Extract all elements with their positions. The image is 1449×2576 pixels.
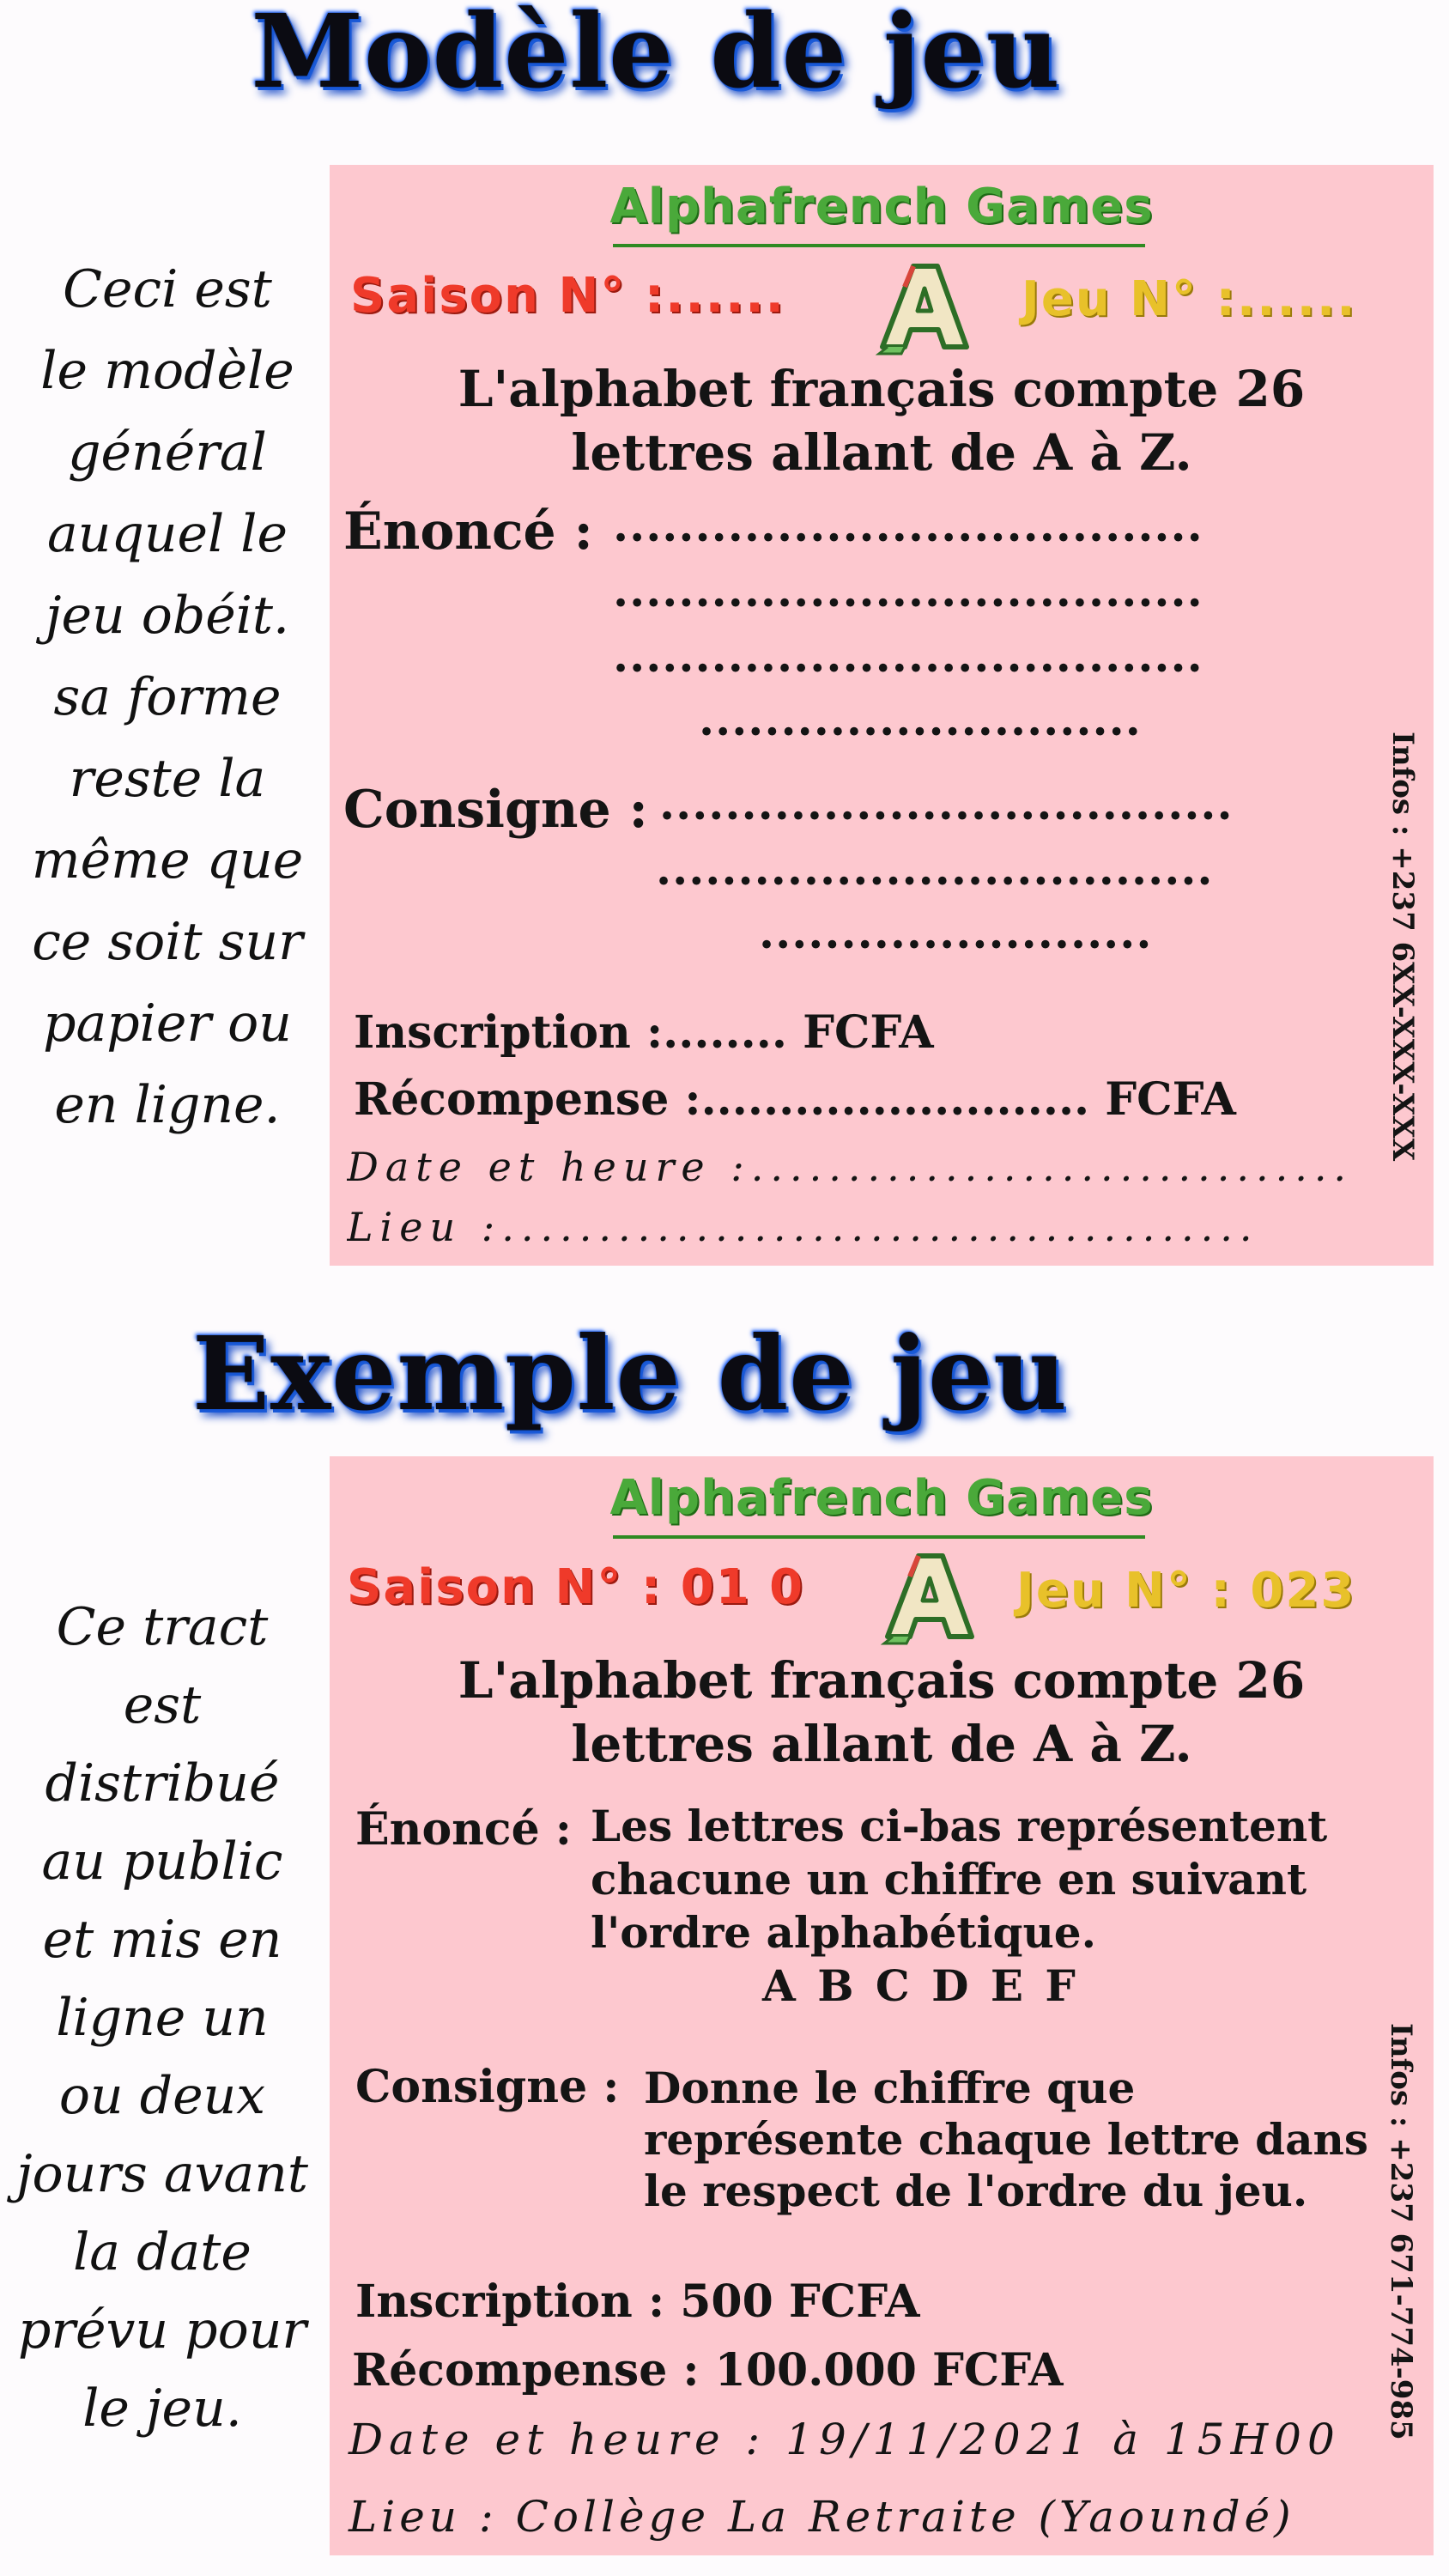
template-note-line: général	[68, 422, 267, 483]
headline	[330, 1649, 1434, 1776]
template-note-line: même que	[31, 830, 304, 890]
season-number: Saison N° : 01 0	[347, 1559, 805, 1615]
game-number: Jeu N° :......	[1022, 271, 1357, 327]
enonce-label: Énoncé :	[355, 1803, 572, 1856]
example-note-line: au public	[41, 1832, 283, 1892]
consigne-line: le respect de l'ordre du jeu.	[644, 2166, 1308, 2216]
consigne-dots: ........................	[759, 907, 1153, 959]
enonce-dots: ...........................	[699, 694, 1142, 746]
recompense-field: Récompense : 100.000 FCFA	[352, 2344, 1064, 2397]
headline	[330, 357, 1434, 484]
example-note-line: prévu pour	[17, 2300, 307, 2360]
template-note-line: papier ou	[43, 993, 292, 1054]
example-note-line: la date	[73, 2222, 252, 2282]
recompense-field: Récompense :......................... FCFA	[354, 1073, 1236, 1126]
consigne-text	[644, 2063, 1416, 2217]
consigne-line: Donne le chiffre que	[644, 2063, 1136, 2113]
example-note-line: et mis en	[42, 1910, 282, 1970]
enonce-text	[591, 1800, 1415, 2013]
template-note-line: le modèle	[40, 341, 294, 401]
example-note-line: est distribué	[45, 1675, 280, 1814]
enonce-label: Énoncé :	[343, 501, 593, 562]
brand-name: Alphafrench Games	[609, 179, 1154, 234]
headline-line: L'alphabet français compte 26	[458, 1651, 1306, 1710]
example-note-line: jours avant	[15, 2144, 309, 2204]
example-note-line: le jeu.	[82, 2379, 242, 2439]
enonce-dots: ....................................	[613, 500, 1203, 552]
template-note-line: reste la	[69, 749, 266, 809]
enonce-dots: ....................................	[613, 630, 1203, 683]
template-card	[330, 165, 1434, 1266]
example-note-line: Ce tract	[56, 1597, 269, 1657]
lieu-field: Lieu : Collège La Retraite (Yaoundé)	[349, 2492, 1295, 2542]
example-card	[330, 1456, 1434, 2555]
season-number: Saison N° :......	[350, 268, 785, 324]
lieu-field: Lieu :.......................................	[347, 1204, 1259, 1250]
date-field: Date et heure : 19/11/2021 à 15H00	[349, 2415, 1341, 2464]
inscription-field: Inscription :........ FCFA	[354, 1006, 934, 1059]
consigne-label: Consigne :	[343, 780, 648, 840]
enonce-line: chacune un chiffre en suivant	[591, 1854, 1307, 1905]
letter-a-logo-icon	[870, 261, 973, 359]
consigne-dots: ...................................	[659, 778, 1234, 830]
template-note-line: ce soit sur	[32, 912, 303, 972]
game-number: Jeu N° : 023	[1016, 1563, 1356, 1619]
template-note-line: auquel le	[47, 504, 288, 564]
brand-underline	[613, 1535, 1145, 1539]
template-note-line: Ceci est	[63, 259, 272, 319]
enonce-dots: ....................................	[613, 565, 1203, 617]
example-title: Exemple de jeu	[192, 1314, 1068, 1433]
enonce-line: Les lettres ci-bas représentent	[591, 1801, 1328, 1851]
contact-info: Infos : +237 671-774-985	[1384, 2023, 1418, 2440]
headline-line: lettres allant de A à Z.	[571, 1715, 1192, 1773]
consigne-label: Consigne :	[355, 2061, 620, 2113]
date-field: Date et heure :...............................	[347, 1144, 1354, 1190]
consigne-dots: ..................................	[656, 843, 1214, 896]
headline-line: L'alphabet français compte 26	[458, 360, 1306, 418]
brand-underline	[613, 244, 1145, 247]
enonce-line: l'ordre alphabétique.	[591, 1907, 1097, 1958]
brand-name: Alphafrench Games	[609, 1470, 1154, 1526]
example-note	[3, 1589, 321, 2448]
template-note-line: jeu obéit.	[45, 586, 290, 646]
template-note-line: sa forme	[53, 667, 282, 727]
contact-info: Infos : +237 6XX-XXX-XXX	[1385, 732, 1420, 1162]
consigne-line: représente chaque lettre dans	[644, 2114, 1369, 2165]
template-note-line: en ligne.	[54, 1075, 281, 1135]
letter-a-logo-icon	[876, 1551, 979, 1649]
template-title: Modèle de jeu	[251, 0, 1061, 111]
inscription-field: Inscription : 500 FCFA	[355, 2275, 920, 2328]
example-note-line: ligne un	[56, 1988, 269, 2048]
enonce-letters: A B C D E F	[762, 1960, 1079, 2011]
template-note	[9, 249, 326, 1146]
example-note-line: ou deux	[58, 2066, 266, 2126]
headline-line: lettres allant de A à Z.	[571, 423, 1192, 482]
